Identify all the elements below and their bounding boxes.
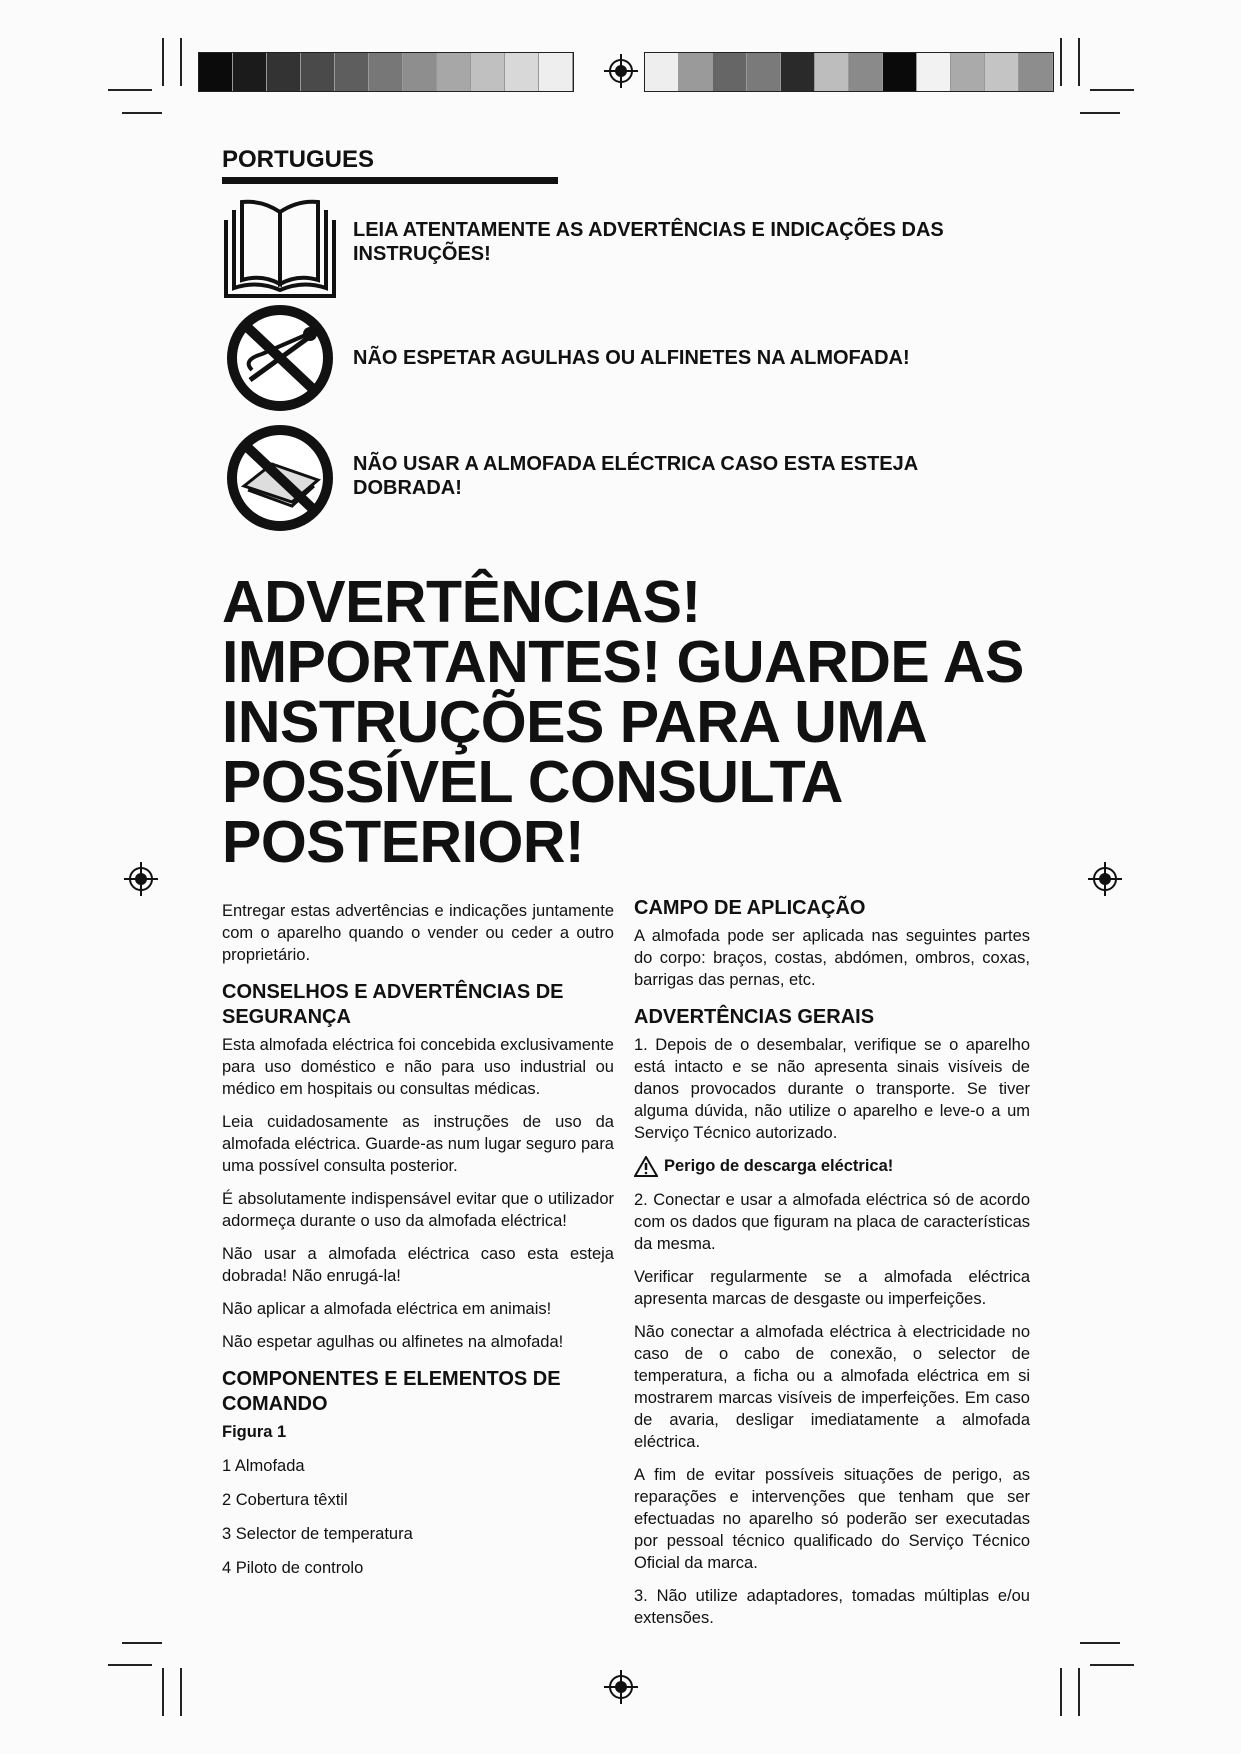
component-item: 2 Cobertura têxtil bbox=[222, 1491, 348, 1509]
pictogram-warning-text: NÃO USAR A ALMOFADA ELÉCTRICA CASO ESTA ESTEJA DOBRADA! bbox=[353, 453, 918, 499]
electric-shock-warning bbox=[634, 1155, 1030, 1177]
component-item: 4 Piloto de controlo bbox=[222, 1559, 364, 1577]
safety-heading: CONSELHOS E ADVERTÊNCIAS DE SEGURANÇA bbox=[222, 981, 564, 1028]
crop-mark bbox=[1090, 89, 1134, 91]
components-heading: COMPONENTES E ELEMENTOS DE COMANDO bbox=[222, 1368, 561, 1415]
general-paragraph: 3. Não utilize adaptadores, tomadas múltiplas e/ou extensões. bbox=[634, 1587, 1030, 1627]
crop-mark bbox=[1060, 38, 1062, 86]
pictogram-warning-text: NÃO ESPETAR AGULHAS OU ALFINETES NA ALMOFADA! bbox=[353, 347, 910, 369]
pictogram-warning-text: LEIA ATENTAMENTE AS ADVERTÊNCIAS E INDICAÇÕES DAS INSTRUÇÕES! bbox=[353, 219, 944, 265]
calibration-strip-right bbox=[644, 52, 1054, 92]
safety-paragraph: Não usar a almofada eléctrica caso esta esteja dobrada! Não enrugá-la! bbox=[222, 1245, 614, 1285]
crop-mark bbox=[1090, 1664, 1134, 1666]
no-pins-icon bbox=[222, 304, 338, 412]
registration-mark-icon bbox=[604, 1670, 638, 1704]
danger-label: Perigo de descarga eléctrica! bbox=[664, 1157, 894, 1175]
crop-mark bbox=[122, 112, 162, 114]
heading-underline bbox=[222, 177, 558, 184]
registration-mark-icon bbox=[124, 862, 158, 896]
crop-mark bbox=[180, 38, 182, 86]
crop-mark bbox=[1078, 38, 1080, 86]
component-item: 1 Almofada bbox=[222, 1457, 305, 1475]
warning-triangle-icon bbox=[634, 1156, 658, 1177]
crop-mark bbox=[108, 89, 152, 91]
general-paragraph: Verificar regularmente se a almofada eléctrica apresenta marcas de desgaste ou imperfeições. bbox=[634, 1268, 1030, 1308]
safety-paragraph: Esta almofada eléctrica foi concebida exclusivamente para uso doméstico e não para uso industrial ou médico em hospitais ou consultas médicas. bbox=[222, 1036, 614, 1098]
crop-mark bbox=[122, 1642, 162, 1644]
crop-mark bbox=[1080, 1642, 1120, 1644]
general-paragraph: A fim de evitar possíveis situações de perigo, as reparações e intervenções que tenham que ser efectuadas no aparelho só poderão ser executadas por pessoal técnico qualificado do Serviço Técnico Oficial da marca. bbox=[634, 1466, 1030, 1572]
book-icon bbox=[222, 196, 338, 304]
calibration-strip-left bbox=[198, 52, 574, 92]
right-column bbox=[634, 896, 1030, 1640]
left-column bbox=[222, 900, 614, 1591]
intro-paragraph: Entregar estas advertências e indicações juntamente com o aparelho quando o vender ou ceder a outro proprietário. bbox=[222, 902, 614, 964]
crop-mark bbox=[1060, 1668, 1062, 1716]
general-warnings-heading: ADVERTÊNCIAS GERAIS bbox=[634, 1006, 875, 1028]
general-paragraph: Não conectar a almofada eléctrica à electricidade no caso de o cabo de conexão, o selector de temperatura, a ficha ou a almofada eléctrica em si mostrarem marcas visíveis de imperfeições. Em caso de avaria, desligar imediatamente a almofada eléctrica. bbox=[634, 1323, 1030, 1451]
crop-mark bbox=[108, 1664, 152, 1666]
main-title: ADVERTÊNCIAS! IMPORTANTES! GUARDE AS INSTRUÇÕES PARA UMA POSSÍVEL CONSULTA POSTERIOR! bbox=[222, 569, 1024, 875]
language-heading: PORTUGUES bbox=[222, 146, 375, 173]
application-heading: CAMPO DE APLICAÇÃO bbox=[634, 897, 866, 919]
general-paragraph: 2. Conectar e usar a almofada eléctrica só de acordo com os dados que figuram na placa de características da mesma. bbox=[634, 1191, 1030, 1253]
no-folding-icon bbox=[222, 424, 338, 532]
figure-label: Figura 1 bbox=[222, 1423, 287, 1441]
safety-paragraph: Não espetar agulhas ou alfinetes na almofada! bbox=[222, 1333, 564, 1351]
safety-paragraph: É absolutamente indispensável evitar que o utilizador adormeça durante o uso da almofada eléctrica! bbox=[222, 1190, 614, 1230]
registration-mark-icon bbox=[604, 54, 638, 88]
application-paragraph: A almofada pode ser aplicada nas seguintes partes do corpo: braços, costas, abdómen, ombros, coxas, barrigas das pernas, etc. bbox=[634, 927, 1030, 989]
safety-paragraph: Não aplicar a almofada eléctrica em animais! bbox=[222, 1300, 552, 1318]
safety-paragraph: Leia cuidadosamente as instruções de uso da almofada eléctrica. Guarde-as num lugar seguro para uma possível consulta posterior. bbox=[222, 1113, 614, 1175]
general-paragraph: 1. Depois de o desembalar, verifique se o aparelho está intacto e se não apresenta sinais visíveis de danos provocados durante o transporte. Se tiver alguma dúvida, não utilize o aparelho e leve-o a um Serviço Técnico autorizado. bbox=[634, 1036, 1030, 1142]
component-item: 3 Selector de temperatura bbox=[222, 1525, 413, 1543]
crop-mark bbox=[162, 38, 164, 86]
crop-mark bbox=[180, 1668, 182, 1716]
crop-mark bbox=[162, 1668, 164, 1716]
crop-mark bbox=[1080, 112, 1120, 114]
crop-mark bbox=[1078, 1668, 1080, 1716]
